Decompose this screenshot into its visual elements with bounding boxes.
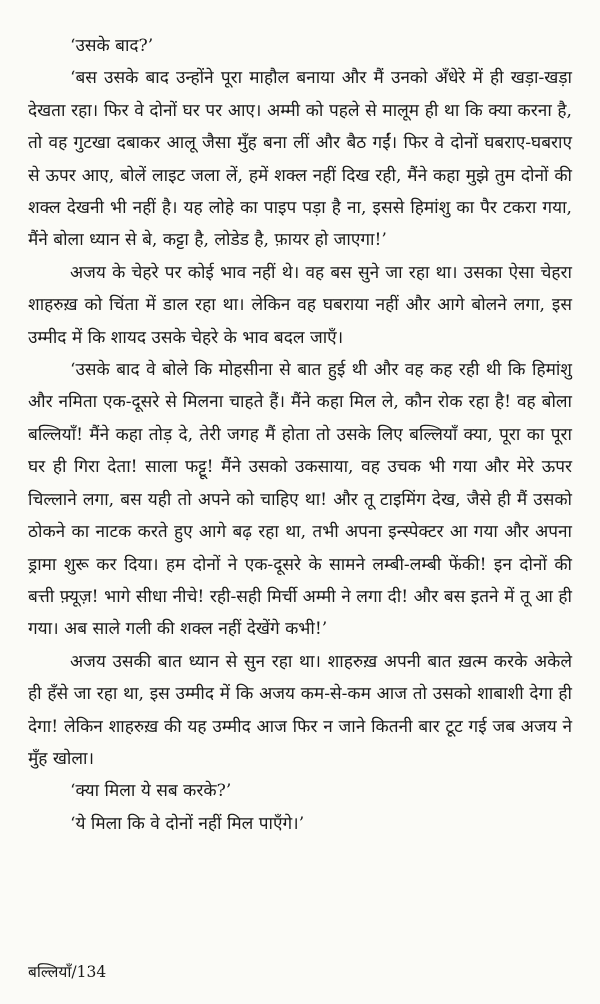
paragraph: ‘उसके बाद वे बोले कि मोहसीना से बात हुई थी और वह कह रही थी कि हिमांशु और नमिता एक-दूसरे से मिलना चाहते हैं। मैंने कहा मिल ले, कौन रोक रहा है! वह बोला बल्लियाँ! मैंने कहा तोड़ दे, तेरी जगह मैं होता तो उसके लिए बल्लियाँ क्या, पूरा का पूरा घर ही गिरा देता! साला फट्टू! मैंने उसको उकसाया, वह उचक भी गया और मेरे ऊपर चिल्लाने लगा, बस यही तो अपने को चाहिए था! और तू टाइमिंग देख, जैसे ही मैं उसको ठोकने का नाटक करते हुए आगे बढ़ रहा था, तभी अपना इन्स्पेक्टर आ गया और अपना ड्रामा शुरू कर दिया। हम दोनों ने एक-दूसरे के सामने लम्बी-लम्बी फेंकी! इन दोनों की बत्ती फ़्यूज़! भागे सीधा नीचे! रही-सही मिर्ची अम्मी ने लगा दी! और बस इतने में तू आ ही गया। अब साले गली की शक्ल नहीं देखेंगे कभी!’ [28, 360, 572, 640]
paragraph: ‘ये मिला कि वे दोनों नहीं मिल पाएँगे।’ [70, 813, 305, 834]
paragraph: ‘उसके बाद?’ [70, 36, 154, 56]
paragraph: ‘क्या मिला ये सब करके?’ [70, 781, 232, 802]
page-footer: बल्लियाँ/134 [28, 963, 107, 981]
paragraph: अजय उसकी बात ध्यान से सुन रहा था। शाहरुख़ अपनी बात ख़त्म करके अकेले ही हँसे जा रहा था, इस उम्मीद में कि अजय कम-से-कम आज तो उसको शाबाशी देगा ही देगा! लेकिन शाहरुख़ की यह उम्मीद आज फिर न जाने कितनी बार टूट गई जब अजय ने मुँह खोला। [28, 651, 572, 769]
paragraph: अजय के चेहरे पर कोई भाव नहीं थे। वह बस सुने जा रहा था। उसका ऐसा चेहरा शाहरुख़ को चिंता में डाल रहा था। लेकिन वह घबराया नहीं और आगे बोलने लगा, इस उम्मीद में कि शायद उसके चेहरे के भाव बदल जाएँ। [28, 262, 572, 348]
paragraph: ‘बस उसके बाद उन्होंने पूरा माहौल बनाया और मैं उनको अँधेरे में ही खड़ा-खड़ा देखता रहा। फिर वे दोनों घर पर आए। अम्मी को पहले से मालूम ही था कि क्या करना है, तो वह गुटखा दबाकर आलू जैसा मुँह बना लीं और बैठ गईं। फिर वे दोनों घबराए-घबराए से ऊपर आए, बोलें लाइट जला लें, हमें शक्ल नहीं दिख रही, मैंने कहा मुझे तुम दोनों की शक्ल देखनी भी नहीं है। यह लोहे का पाइप पड़ा है ना, इससे हिमांशु का पैर टकरा गया, मैंने बोला ध्यान से बे, कट्टा है, लोडेड है, फ़ायर हो जाएगा!’ [28, 68, 572, 251]
